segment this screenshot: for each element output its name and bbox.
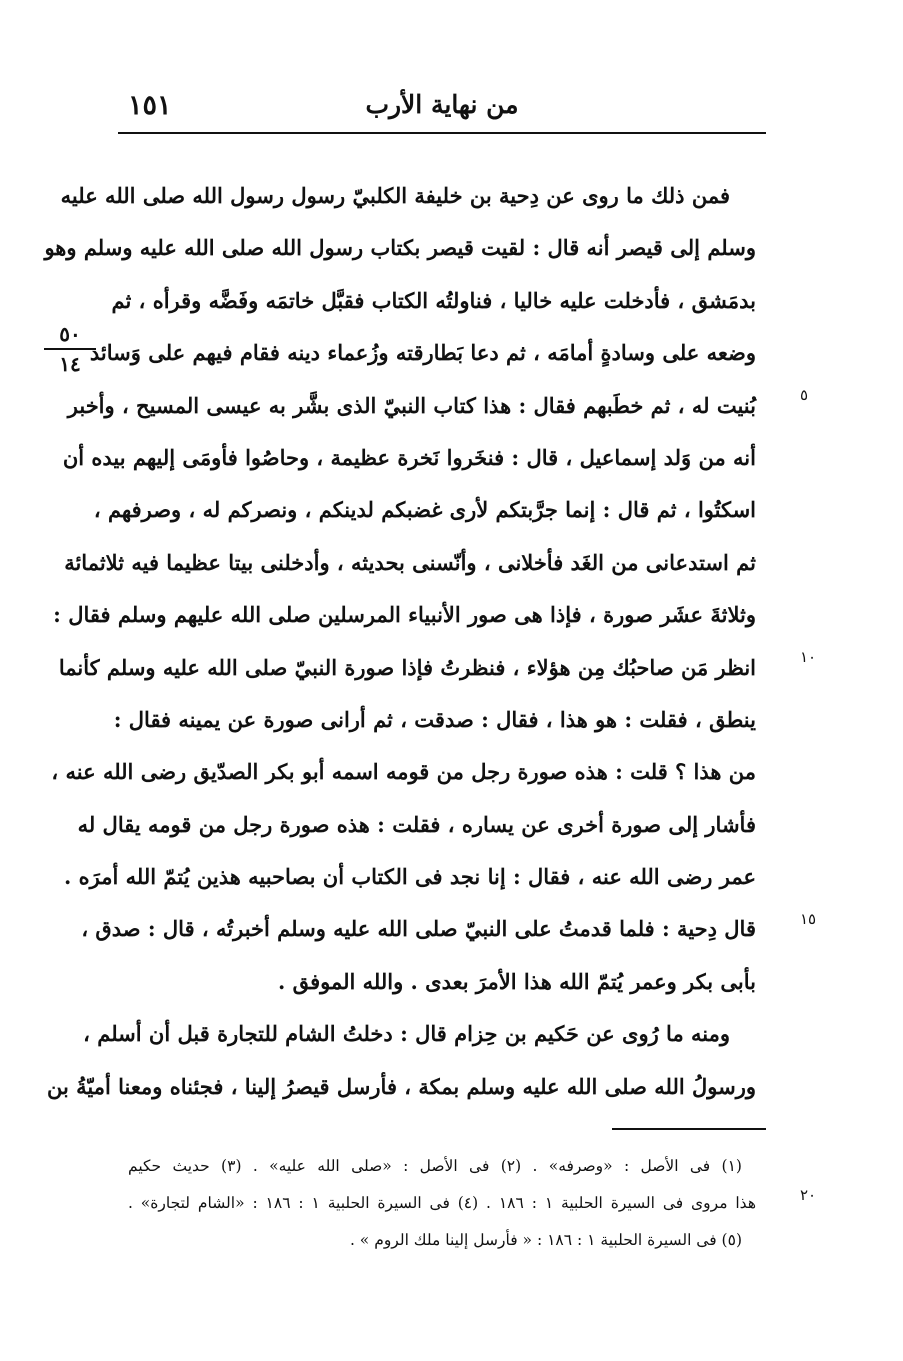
text-line: قال دِحية : فلما قدمتُ على النبيّ صلى الله عليه وسلم أخبرتُه ، قال : صدق ، <box>81 916 756 942</box>
marginal-reference-bottom: ١٤ <box>59 351 81 376</box>
text-line: بدمَشق ، فأدخلت عليه خاليا ، فناولتُه الكتاب فقبَّل خاتمَه وفَضَّه وقرأه ، ثم <box>111 287 756 313</box>
footnote-line: هذا مروى فى السيرة الحلبية ١ : ١٨٦ . (٤) فى السيرة الحلبية ١ : ١٨٦ : «الشام لتجارة» . <box>128 1194 756 1212</box>
text-line: بأبى بكر وعمر يُتمّ الله هذا الأمرَ بعدى . والله الموفق . <box>277 968 756 994</box>
text-line: انظر مَن صاحبُك مِن هؤلاء ، فنظرتُ فإذا صورة النبيّ صلى الله عليه وسلم كأنما <box>58 654 756 680</box>
text-line: فمن ذلك ما روى عن دِحية بن خليفة الكلبيّ رسول رسول الله صلى الله عليه <box>60 183 730 208</box>
text-line: ورسولُ الله صلى الله عليه وسلم بمكة ، فأرسل قيصرُ إلينا ، فجئناه ومعنا أميّةُ بن <box>47 1073 756 1099</box>
footnotes <box>128 1148 756 1259</box>
header-rule <box>118 132 766 134</box>
text-line: من هذا ؟ قلت : هذه صورة رجل من قومه اسمه أبو بكر الصدّيق رضى الله عنه ، <box>51 759 756 785</box>
marginal-source-reference <box>44 322 96 376</box>
marginal-reference-top: ٥٠ <box>59 322 81 346</box>
footnote-rule <box>612 1128 766 1130</box>
footnote-line: (١) فى الأصل : «وصرفه» . (٢) فى الأصل : «صلى الله عليه» . (٣) حديث حكيم <box>128 1157 742 1175</box>
text-line: ينطق ، فقلت : هو هذا ، فقال : صدقت ، ثم أرانى صورة عن يمينه فقال : <box>113 706 756 732</box>
text-line: أنه من وَلد إسماعيل ، قال : فنخَروا نَخرة عظيمة ، وحاصُوا فأومَى إليهم بيده أن <box>62 444 756 470</box>
text-line: بُنيت له ، ثم خطَبهم فقال : هذا كتاب النبيّ الذى بشَّر به عيسى المسيح ، وأخبر <box>67 392 756 418</box>
margin-line-number: ١٥ <box>800 910 817 928</box>
margin-line-number: ٥ <box>800 386 809 404</box>
page-number: ١٥١ <box>128 90 172 121</box>
text-line: فأشار إلى صورة أخرى عن يساره ، فقلت : هذه صورة رجل من قومه يقال له <box>77 811 756 837</box>
marginal-reference-rule <box>44 348 96 350</box>
text-line: وثلاثةَ عشَر صورة ، فإذا هى صور الأنبياء المرسلين صلى الله عليهم وسلم فقال : <box>53 602 756 628</box>
text-line: اسكتُوا ، ثم قال : إنما جرَّبتكم لأرى غضبكم لدينكم ، ونصركم له ، وصرفهم ، <box>93 497 756 523</box>
text-line: عمر رضى الله عنه ، فقال : إنا نجد فى الكتاب أن بصاحبيه هذين يُتمّ الله أمرَه . <box>64 864 756 890</box>
margin-line-number: ٢٠ <box>800 1186 817 1204</box>
margin-line-number: ١٠ <box>800 648 817 666</box>
text-line: وضعه على وسادةٍ أمامَه ، ثم دعا بَطارقته وزُعماء دينه فقام فيهم على وَسائد <box>89 340 756 366</box>
running-title: من نهاية الأرب <box>365 90 519 119</box>
footnote-line: (٥) فى السيرة الحلبية ١ : ١٨٦ : « فأرسل إلينا ملك الروم » . <box>349 1231 742 1249</box>
text-line: وسلم إلى قيصر أنه قال : لقيت قيصر بكتاب رسول الله صلى الله عليه وسلم وهو <box>44 235 756 261</box>
running-header <box>118 88 766 128</box>
text-line: ومنه ما رُوى عن حَكيم بن حِزام قال : دخلتُ الشام للتجارة قبل أن أسلم ، <box>83 1021 730 1047</box>
text-line: ثم استدعانى من الغَد فأخلانى ، وأنّسنى بحديثه ، وأدخلنى بيتا عظيما فيه ثلاثمائة <box>64 549 756 575</box>
